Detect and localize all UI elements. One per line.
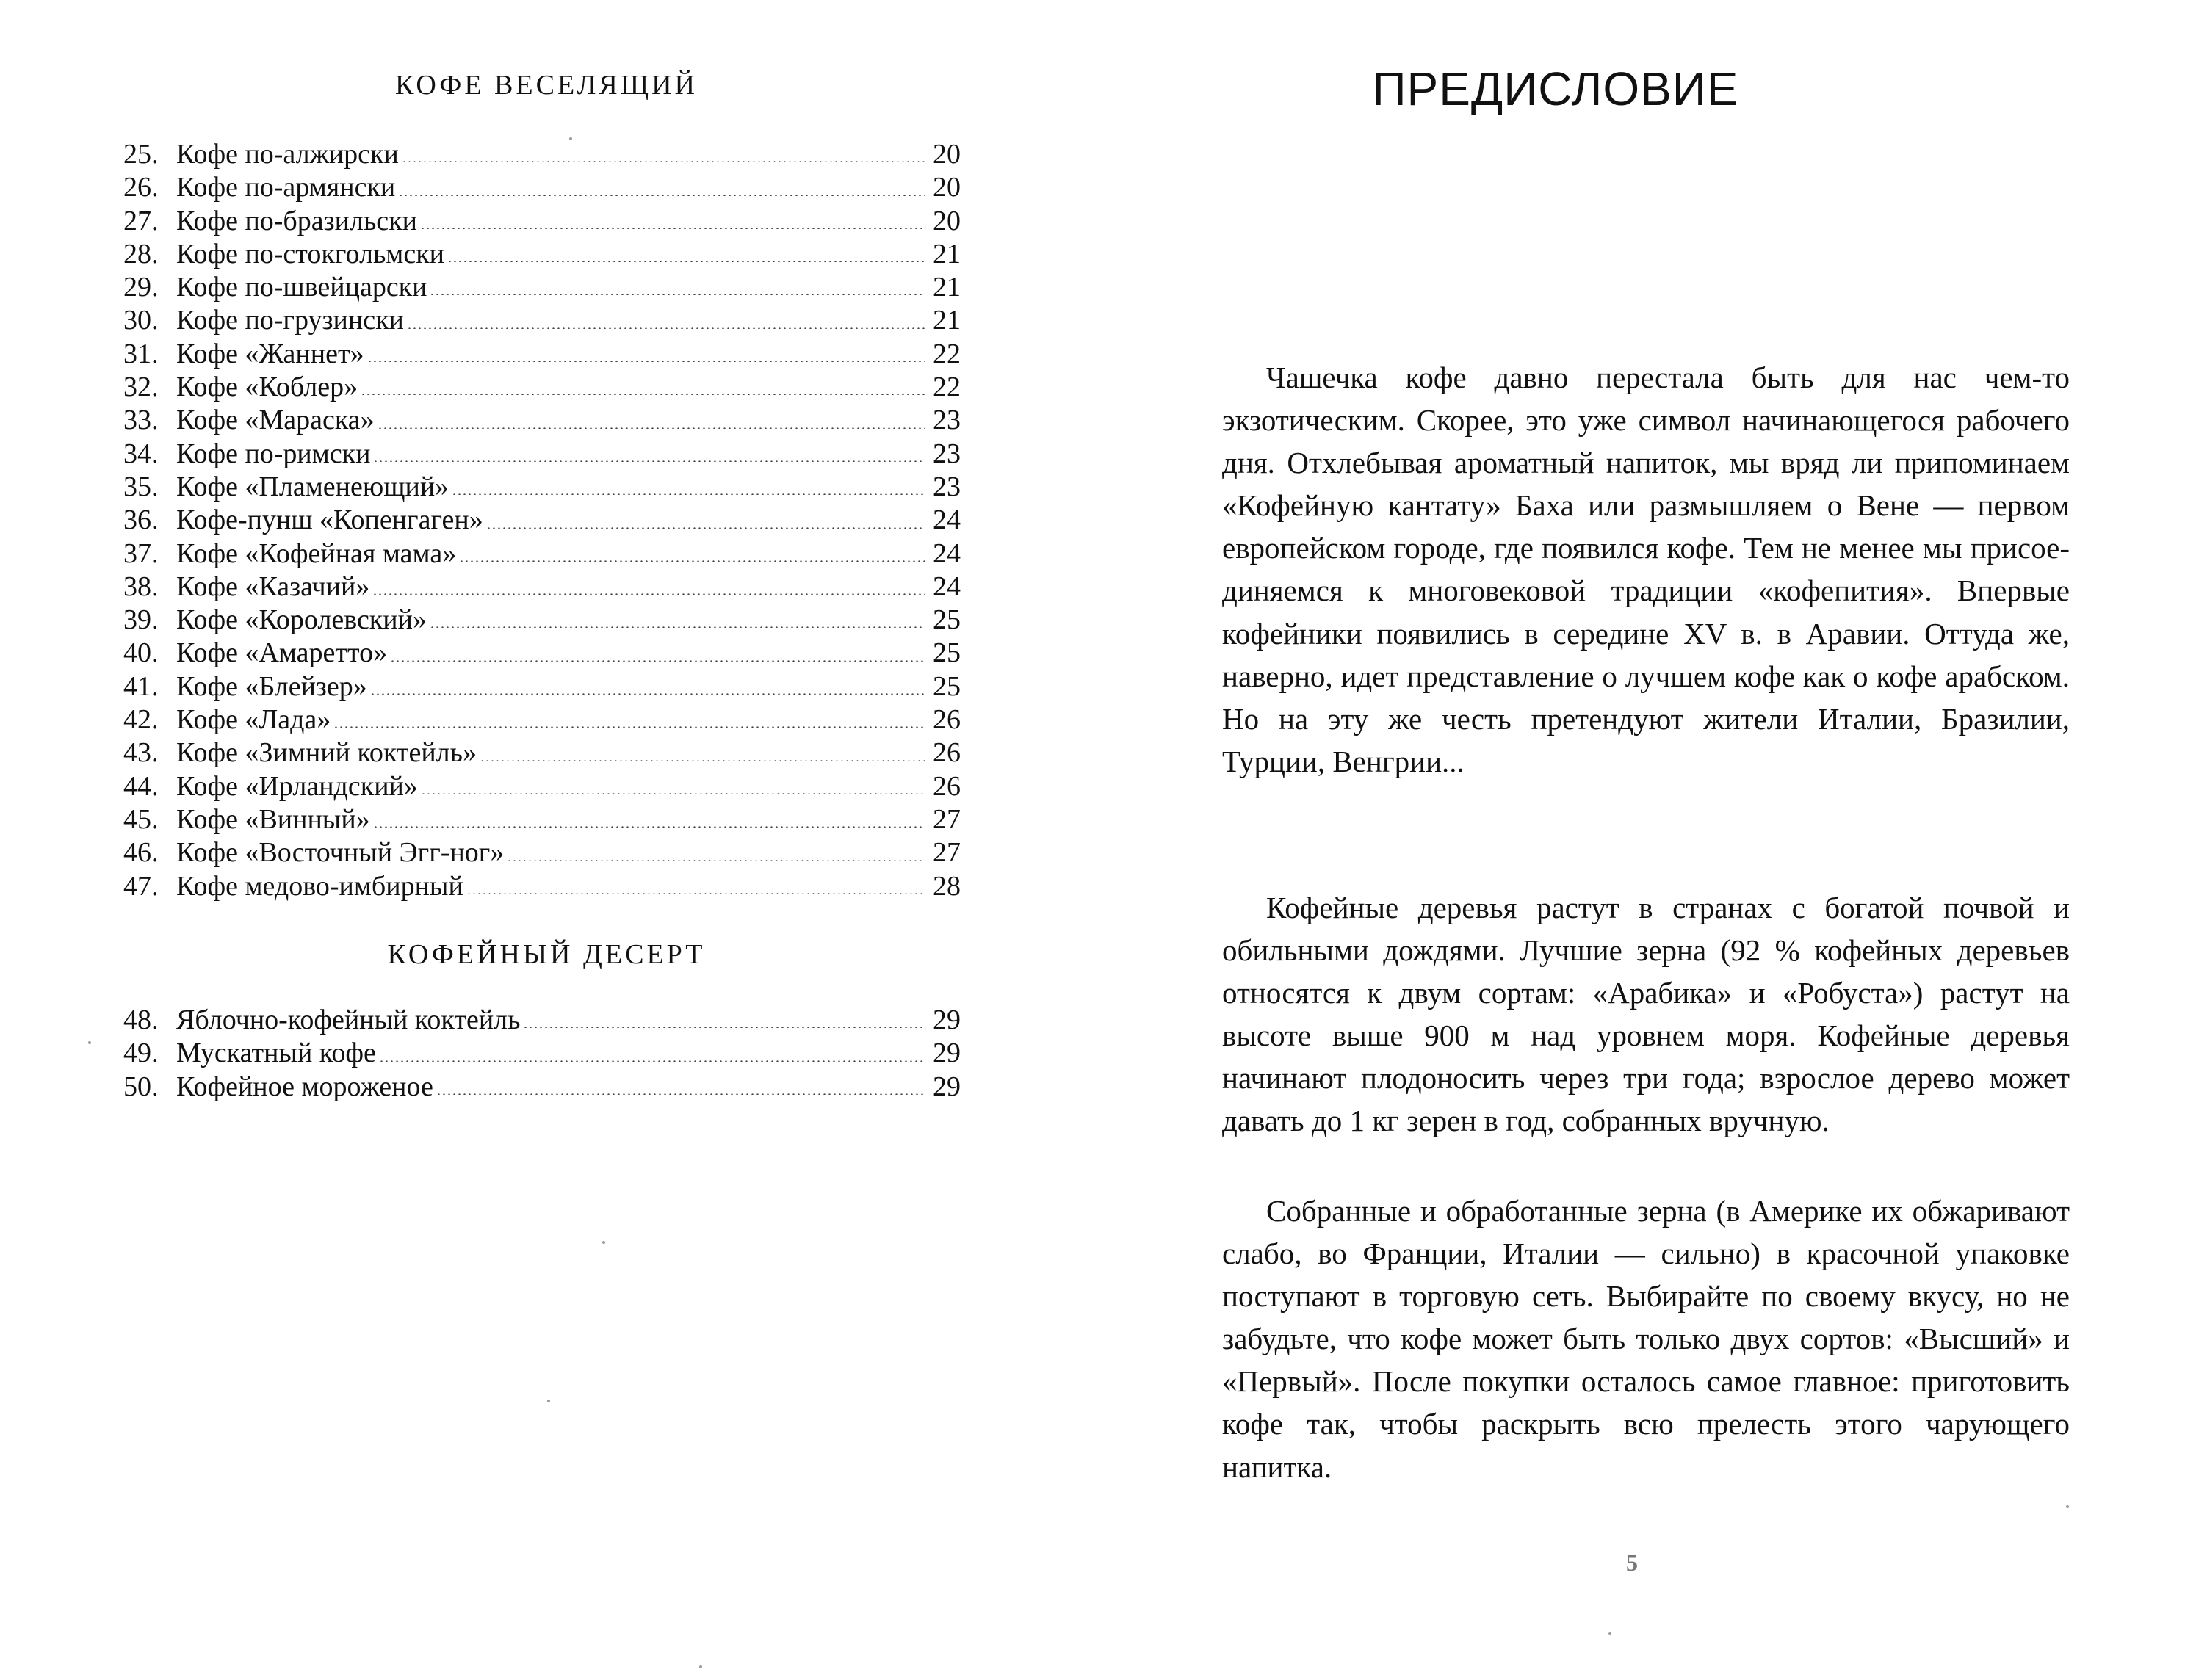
- toc-entry: [123, 438, 961, 471]
- toc-dot-leader: [459, 560, 925, 562]
- toc-entry-number: 35.: [123, 471, 159, 502]
- toc-entry: [123, 1037, 961, 1070]
- toc-entry-title: Кофе «Королевский»: [176, 604, 427, 636]
- toc-entry: [123, 770, 961, 803]
- toc-entry: [123, 1004, 961, 1037]
- toc-entry-page: 23: [933, 438, 961, 469]
- toc-entry-number: 43.: [123, 737, 159, 769]
- toc-dot-leader: [430, 294, 925, 295]
- toc-entry: [123, 371, 961, 404]
- toc-entry-title: Кофе «Кофейная мама»: [176, 537, 457, 569]
- toc-entry-number: 49.: [123, 1038, 159, 1069]
- toc-entry-number: 40.: [123, 637, 159, 669]
- preface-paragraph: Чашечка кофе давно перестала быть для нас чем-то экзотическим. Скорее, это уже символ начинающегося рабочего дня. Отхлебывая ароматный напиток, мы вряд ли припоминаем «Кофейную кантату» Баха или размышляем о Вене — первом европейском городе, где появился кофе. Тем не менее мы присоединяемся к многовековой традиции «кофепития». Впервые кофейники появились в середине XV в. в Аравии. Оттуда же, наверно, идет представление о лучшем кофе как о кофе арабском. Но на эту же честь претендуют жители Италии, Бразилии, Турции, Венгрии...: [1222, 361, 2070, 778]
- toc-entry-page: 22: [933, 338, 961, 369]
- toc-dot-leader: [452, 493, 925, 495]
- toc-entry-page: 29: [933, 1004, 961, 1035]
- right-page: [1093, 0, 2185, 1680]
- toc-entry-page: 24: [933, 571, 961, 602]
- toc-entry: [123, 404, 961, 437]
- toc-dot-leader: [436, 1093, 925, 1095]
- toc-entry: [123, 703, 961, 736]
- toc-dot-leader: [370, 693, 925, 695]
- toc-entry-page: 21: [933, 272, 961, 303]
- toc-dot-leader: [430, 626, 925, 628]
- toc-dot-leader: [390, 660, 925, 662]
- toc-entry-page: 21: [933, 305, 961, 336]
- toc-entry-number: 30.: [123, 305, 159, 336]
- toc-entry: [123, 637, 961, 670]
- toc-entry: [123, 138, 961, 171]
- toc-list-coffee-cheering: [123, 138, 961, 903]
- toc-entry-page: 25: [933, 670, 961, 702]
- toc-entry-title: Кофе по-армянски: [176, 172, 396, 203]
- toc-entry-number: 36.: [123, 504, 159, 536]
- toc-dot-leader: [421, 793, 925, 794]
- toc-entry: [123, 736, 961, 770]
- toc-entry-title: Кофе «Восточный Эгг-ног»: [176, 837, 505, 869]
- preface-title: ПРЕДИСЛОВИЕ: [1372, 62, 1739, 115]
- toc-dot-leader: [333, 726, 925, 728]
- toc-dot-leader: [373, 826, 925, 828]
- toc-entry: [123, 238, 961, 271]
- toc-entry-page: 23: [933, 405, 961, 436]
- toc-entry-title: Кофейное мороженое: [176, 1071, 433, 1102]
- toc-entry-number: 29.: [123, 272, 159, 303]
- toc-dot-leader: [480, 760, 925, 761]
- toc-dot-leader: [507, 860, 925, 861]
- toc-entry-title: Кофе «Казачий»: [176, 571, 370, 602]
- toc-entry-number: 46.: [123, 837, 159, 869]
- toc-entry-page: 29: [933, 1038, 961, 1069]
- toc-entry-page: 29: [933, 1071, 961, 1102]
- toc-entry-number: 25.: [123, 139, 159, 170]
- scan-speck: [602, 1241, 605, 1244]
- toc-entry-page: 20: [933, 205, 961, 236]
- toc-dot-leader: [407, 327, 925, 329]
- toc-dot-leader: [378, 427, 925, 429]
- toc-entry-number: 38.: [123, 571, 159, 602]
- toc-dot-leader: [372, 593, 925, 595]
- toc-entry-title: Кофе-пунш «Копенгаген»: [176, 504, 483, 536]
- toc-entry: [123, 504, 961, 537]
- toc-entry-number: 31.: [123, 338, 159, 369]
- toc-entry-page: 20: [933, 172, 961, 203]
- toc-entry: [123, 1071, 961, 1104]
- toc-entry: [123, 171, 961, 204]
- toc-entry-number: 39.: [123, 604, 159, 636]
- toc-entry-title: Кофе «Зимний коктейль»: [176, 737, 477, 769]
- toc-dot-leader: [361, 394, 925, 395]
- section-heading-coffee-dessert: КОФЕЙНЫЙ ДЕСЕРТ: [387, 939, 706, 970]
- toc-entry-number: 41.: [123, 670, 159, 702]
- toc-entry-title: Кофе «Пламенеющий»: [176, 471, 449, 502]
- toc-entry-number: 47.: [123, 870, 159, 902]
- toc-dot-leader: [402, 161, 925, 162]
- toc-entry-page: 20: [933, 139, 961, 170]
- toc-entry-number: 34.: [123, 438, 159, 469]
- scan-speck: [699, 1665, 702, 1668]
- toc-entry: [123, 571, 961, 604]
- toc-entry-page: 27: [933, 803, 961, 835]
- toc-entry-number: 28.: [123, 238, 159, 269]
- toc-entry-title: Кофе «Амаретто»: [176, 637, 388, 669]
- toc-entry-number: 48.: [123, 1004, 159, 1035]
- preface-paragraph: Кофейные деревья растут в странах с богатой почвой и обильными дождями. Лучшие зерна (92 % кофейных деревьев относятся к двум сортам: «Арабика» и «Робуста») растут на высоте выше 900 м над уровнем моря. Кофейные деревья начинают плодоносить через три года; взрослое дерево может давать до 1 кг зерен в год, собранных вручную.: [1222, 891, 2070, 1138]
- toc-entry-page: 25: [933, 604, 961, 636]
- toc-entry-title: Кофе по-грузински: [176, 305, 404, 336]
- toc-entry: [123, 670, 961, 703]
- toc-entry-number: 44.: [123, 770, 159, 802]
- toc-entry-page: 27: [933, 837, 961, 869]
- toc-entry: [123, 338, 961, 371]
- toc-entry-title: Кофе «Мараска»: [176, 405, 375, 436]
- toc-entry-page: 26: [933, 770, 961, 802]
- toc-entry-title: Кофе «Жаннет»: [176, 338, 364, 369]
- toc-dot-leader: [398, 195, 925, 196]
- toc-entry-number: 45.: [123, 803, 159, 835]
- toc-entry-number: 37.: [123, 537, 159, 569]
- toc-entry-page: 23: [933, 471, 961, 502]
- page-number: 5: [1626, 1549, 1638, 1576]
- preface-paragraph: Собранные и обработанные зерна (в Америке их обжаривают слабо, во Франции, Италии — сильно) в красочной упаковке поступают в торговую сеть. Выбирайте по своему вкусу, но не забудьте, что кофе может быть только двух сортов: «Высший» и «Первый». После покупки осталось самое главное: приготовить кофе так, чтобы раскрыть всю прелесть этого чарующего напитка.: [1222, 1194, 2070, 1484]
- toc-entry-page: 28: [933, 870, 961, 902]
- scan-speck: [2066, 1505, 2069, 1508]
- toc-entry-page: 24: [933, 537, 961, 569]
- section-heading-coffee-cheering: КОФЕ ВЕСЕЛЯЩИЙ: [395, 70, 698, 101]
- scan-speck: [1608, 1632, 1611, 1635]
- toc-entry-page: 22: [933, 372, 961, 403]
- toc-dot-leader: [373, 460, 925, 462]
- toc-entry-title: Кофе медово-имбирный: [176, 870, 463, 902]
- toc-entry-title: Мускатный кофе: [176, 1038, 376, 1069]
- toc-entry-title: Кофе «Блейзер»: [176, 670, 367, 702]
- toc-list-coffee-dessert: [123, 1004, 961, 1104]
- scan-speck: [569, 137, 572, 140]
- toc-entry-title: Кофе по-швейцарски: [176, 272, 427, 303]
- toc-dot-leader: [379, 1060, 925, 1062]
- toc-entry-title: Кофе «Винный»: [176, 803, 370, 835]
- toc-entry-title: Кофе «Ирландский»: [176, 770, 418, 802]
- toc-entry-page: 25: [933, 637, 961, 669]
- toc-entry-number: 50.: [123, 1071, 159, 1102]
- toc-entry-page: 26: [933, 737, 961, 769]
- toc-entry-page: 24: [933, 504, 961, 536]
- toc-entry-title: Кофе по-алжирски: [176, 139, 399, 170]
- toc-entry-title: Яблочно-кофейный коктейль: [176, 1004, 521, 1035]
- toc-entry-number: 42.: [123, 704, 159, 736]
- toc-dot-leader: [466, 893, 925, 894]
- toc-entry: [123, 471, 961, 504]
- toc-entry-title: Кофе по-римски: [176, 438, 371, 469]
- toc-entry-page: 21: [933, 238, 961, 269]
- toc-dot-leader: [447, 261, 925, 262]
- toc-dot-leader: [367, 361, 925, 362]
- toc-entry-number: 33.: [123, 405, 159, 436]
- scan-speck: [547, 1400, 550, 1402]
- toc-entry-number: 26.: [123, 172, 159, 203]
- toc-entry-number: 27.: [123, 205, 159, 236]
- toc-entry-title: Кофе по-бразильски: [176, 205, 417, 236]
- toc-entry: [123, 803, 961, 836]
- toc-dot-leader: [523, 1027, 925, 1028]
- toc-entry-title: Кофе «Коблер»: [176, 372, 358, 403]
- toc-entry: [123, 205, 961, 238]
- toc-entry-title: Кофе по-стокгольмски: [176, 238, 445, 269]
- toc-entry-title: Кофе «Лада»: [176, 704, 331, 736]
- toc-dot-leader: [486, 527, 925, 529]
- toc-entry: [123, 271, 961, 304]
- toc-entry: [123, 537, 961, 571]
- toc-entry-page: 26: [933, 704, 961, 736]
- toc-entry-number: 32.: [123, 372, 159, 403]
- toc-entry: [123, 604, 961, 637]
- toc-entry: [123, 870, 961, 903]
- toc-entry: [123, 304, 961, 337]
- toc-dot-leader: [420, 228, 925, 229]
- toc-entry: [123, 836, 961, 869]
- scan-speck: [88, 1041, 91, 1044]
